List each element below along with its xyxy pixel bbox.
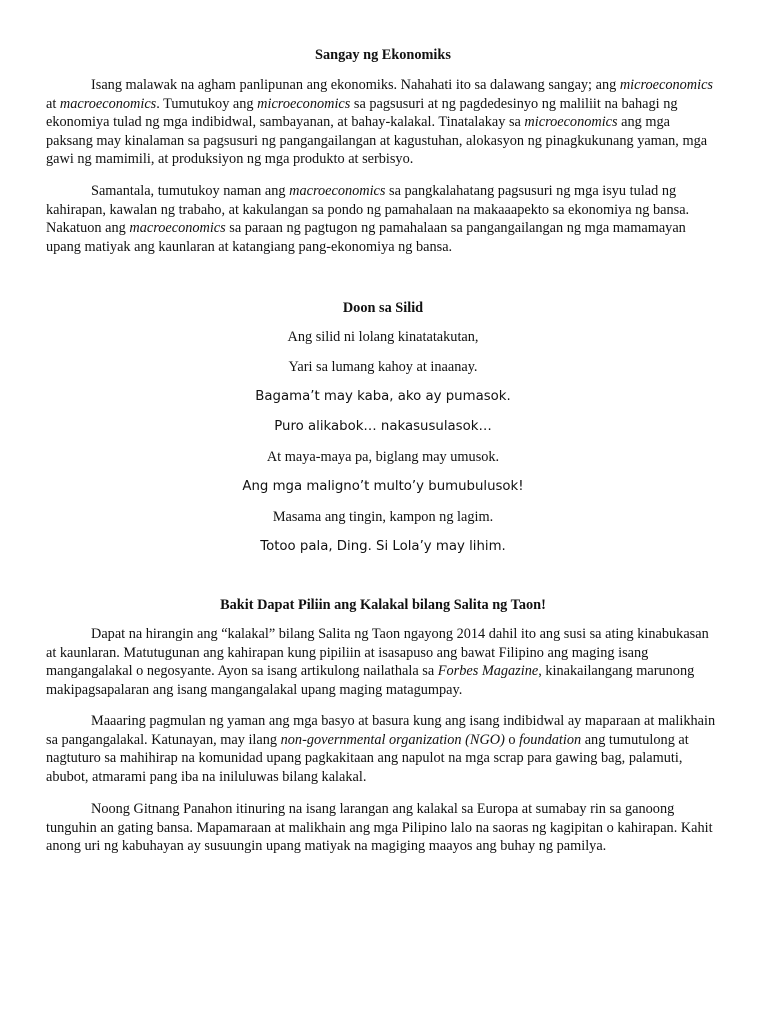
term-ngo: non-governmental organization (NGO) — [280, 731, 505, 748]
term-macroeconomics: macroeconomics — [129, 220, 226, 237]
paragraph-kalakal-1: Dapat na hirangin ang “kalakal” bilang Salita ng Taon ngayong 2014 dahil ito ang susi sa ating kinabukasan at kaunlaran. Matutugunan ang kahirapan kung pipiliin at isasapuso ang bawat Filipino ang maging isang mangangalakal o negosyante. Ayon sa isang artikulong nailathala sa Forbes Magazine, kinakailangang marunong makipagsapalaran ang isang mangangalakal upang maging matagumpay. — [46, 626, 709, 698]
term-forbes-magazine: Forbes Magazine — [437, 663, 539, 680]
term-microeconomics: microeconomics — [257, 95, 351, 112]
term-microeconomics: microeconomics — [524, 114, 618, 131]
poem-line: Ang silid ni lolang kinatatakutan, — [287, 329, 479, 345]
section-title-kalakal: Bakit Dapat Piliin ang Kalakal bilang Salita ng Taon! — [220, 597, 546, 613]
poem-line: Puro alikabok… nakasusulasok… — [274, 419, 492, 434]
term-macroeconomics: macroeconomics — [289, 183, 386, 199]
poem-line: Yari sa lumang kahoy at inaanay. — [288, 359, 478, 375]
paragraph-kalakal-3: Noong Gitnang Panahon itinuring na isang larangan ang kalakal sa Europa at sumabay rin sa ganoong tunguhin an gating bansa. Mapamaraan at malikhain ang mga Pilipino lalo na saoras ng kagipitan o kahirapan. Kahit anong uri ng kabuhayan ay susuungin upang matiyak na magiging maayos ang buhay ng pamilya. — [46, 801, 713, 855]
poem-title: Doon sa Silid — [342, 300, 424, 316]
term-foundation: foundation — [519, 731, 582, 748]
paragraph-kalakal-2: Maaaring pagmulan ng yaman ang mga basyo at basura kung ang isang indibidwal ay maparaan at malikhain sa pangangalakal. Katunayan, may ilang non-governmental organization (NGO) o foundation ang tumutulong at nagtuturo sa mahihirap na komunidad upang pagkakitaan ang napulot na mga scrap para gawing bag, palamuti, abubot, atmarami pang iba na iniluluwas bilang kalakal. — [46, 713, 716, 785]
poem-line: Ang mga maligno’t multo’y bumubulusok! — [242, 479, 524, 494]
term-microeconomics: microeconomics — [619, 77, 713, 93]
poem-line: Totoo pala, Ding. Si Lola’y may lihim. — [260, 539, 506, 554]
poem-line: Bagama’t may kaba, ako ay pumasok. — [255, 389, 511, 404]
section-title-sangay: Sangay ng Ekonomiks — [315, 47, 451, 63]
poem-body — [46, 328, 720, 568]
paragraph-economics-1: Isang malawak na agham panlipunan ang ekonomiks. Nahahati ito sa dalawang sangay; ang microeconomics at macroeconomics. Tumutukoy ang microeconomics sa pagsusuri at ng pagdedesinyo ng maliliit na bahagi ng ekonomiya tulad ng mga indibidwal, sambayanan, at bahay-kalakal. Tinatalakay sa microeconomics ang mga paksang may kinalaman sa pagsusuri ng pangangailangan at kagustuhan, alokasyon ng pinagkukunang yaman, mga gawi ng mamimili, at produksiyon ng mga produkto at serbisyo. — [46, 77, 713, 168]
poem-line: Masama ang tingin, kampon ng lagim. — [272, 509, 494, 525]
term-macroeconomics: macroeconomics — [59, 95, 157, 112]
poem-line: At maya-maya pa, biglang may umusok. — [266, 449, 500, 465]
paragraph-economics-2: Samantala, tumutukoy naman ang macroeconomics sa pangkalahatang pagsusuri ng mga isyu tulad ng kahirapan, kawalan ng trabaho, at kakulangan sa pondo ng pamahalaan na makaaapekto sa ekonomiya ng bansa. Nakatuon ang macroeconomics sa paraan ng pagtugon ng pamahalaan sa pangangailangan ng mga mamamayan upang matiyak ang kaunlaran at katangiang pang-ekonomiya ng bansa. — [46, 183, 690, 255]
